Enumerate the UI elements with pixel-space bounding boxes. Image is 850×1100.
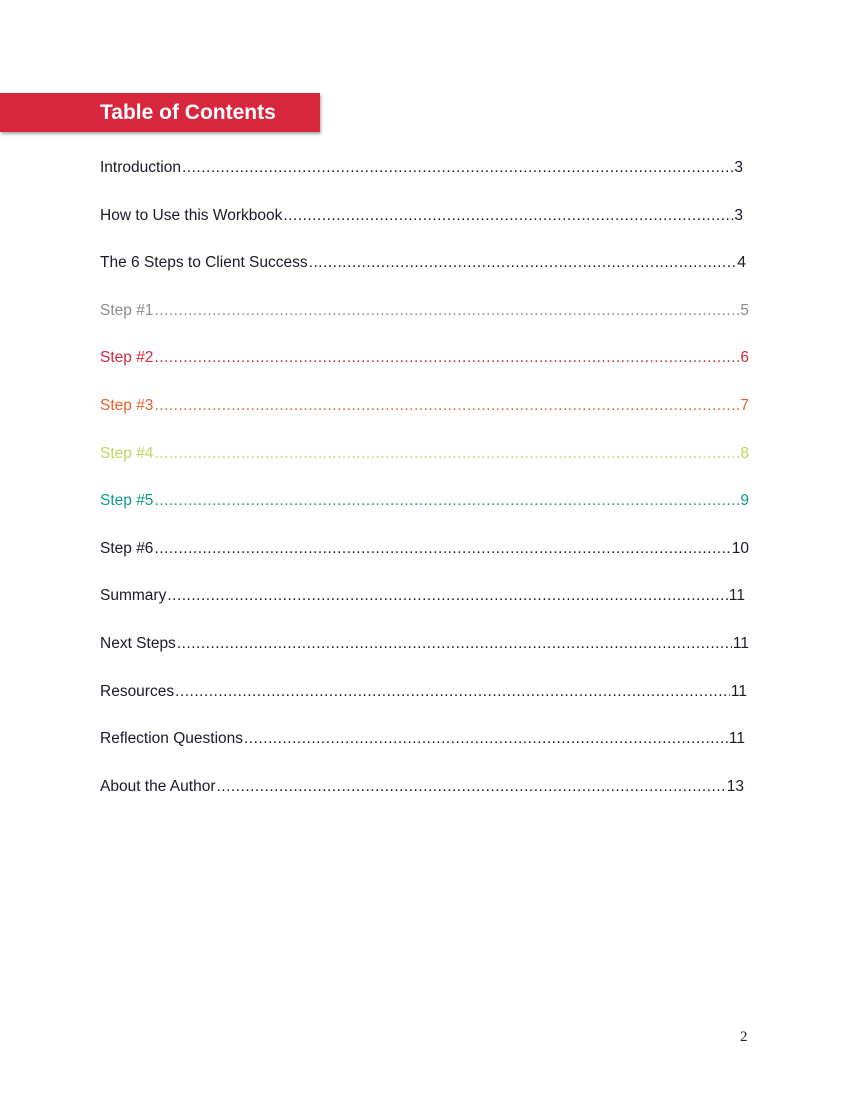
toc-entry[interactable] (100, 540, 749, 564)
toc-entry-page: 3 (734, 159, 743, 176)
toc-entry-title: Step #5 (100, 492, 154, 510)
dot-leader (154, 397, 739, 415)
toc-header-banner (0, 93, 320, 132)
toc-entry-page: 11 (730, 682, 747, 700)
dot-leader (154, 302, 739, 320)
toc-entry-title: Step #6 (100, 539, 154, 557)
toc-entry-title: Step #2 (100, 349, 154, 367)
toc-entry-title: About the Author (100, 777, 216, 795)
toc-entry-page: 10 (731, 539, 749, 557)
dot-leader (154, 492, 739, 510)
dot-leader (154, 445, 739, 463)
toc-entry-title: Step #3 (100, 397, 154, 414)
toc-entry-title: Summary (100, 587, 167, 605)
toc-entry-page: 8 (740, 444, 749, 462)
toc-entry-page: 5 (740, 301, 749, 319)
dot-leader (283, 207, 733, 225)
toc-entry[interactable] (100, 635, 749, 659)
page-number: 2 (740, 1029, 748, 1045)
dot-leader (177, 635, 732, 653)
toc-entry-page: 6 (740, 349, 749, 367)
toc-entry[interactable] (100, 302, 749, 326)
toc-entry-page: 11 (728, 730, 745, 748)
toc-entry-title: The 6 Steps to Client Success (100, 254, 308, 272)
toc-entry-page: 7 (740, 397, 749, 414)
toc-entry-page: 11 (732, 635, 749, 652)
dot-leader (154, 540, 730, 558)
dot-leader (216, 778, 725, 796)
toc-entry[interactable] (100, 778, 744, 802)
toc-entry-page: 9 (740, 492, 749, 510)
toc-entry[interactable] (100, 349, 749, 373)
dot-leader (154, 349, 739, 367)
toc-entry-page: 3 (734, 206, 743, 224)
toc-entry[interactable] (100, 159, 743, 183)
toc-title: Table of Contents (100, 101, 276, 124)
toc-entry[interactable] (100, 492, 749, 516)
toc-entry-page: 13 (726, 777, 744, 795)
toc-entry-page: 11 (728, 587, 745, 605)
toc-entry[interactable] (100, 730, 745, 754)
toc-entry-title: Reflection Questions (100, 730, 244, 748)
dot-leader (182, 159, 733, 177)
toc-entry[interactable] (100, 683, 747, 707)
dot-leader (175, 683, 730, 701)
toc-entry[interactable] (100, 397, 749, 421)
toc-entry-title: How to Use this Workbook (100, 206, 283, 224)
toc-entry[interactable] (100, 254, 746, 278)
toc-entry-title: Introduction (100, 159, 181, 176)
toc-entry[interactable] (100, 207, 743, 231)
toc-entry-title: Next Steps (100, 635, 176, 652)
dot-leader (309, 254, 737, 272)
toc-entry-page: 4 (737, 254, 746, 272)
dot-leader (244, 730, 728, 748)
toc-entry-title: Step #4 (100, 444, 154, 462)
toc-entry-title: Step #1 (100, 301, 154, 319)
dot-leader (167, 587, 728, 605)
toc-entry-title: Resources (100, 682, 175, 700)
toc-entry[interactable] (100, 445, 749, 469)
toc-entry[interactable] (100, 587, 745, 611)
